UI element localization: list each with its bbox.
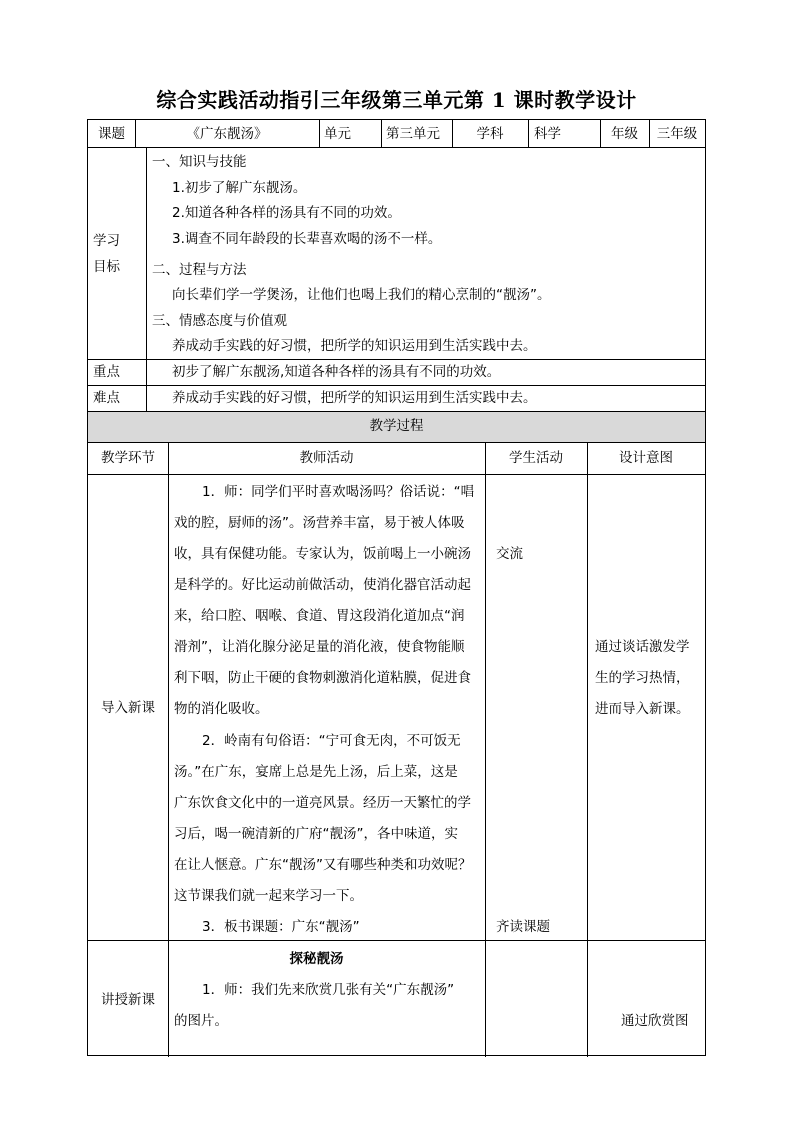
- teacher-line: 汤。”在广东，宴席上总是先上汤，后上菜，这是: [174, 764, 458, 780]
- objective-heading: 一、知识与技能: [152, 154, 247, 170]
- objectives-label: 学习: [93, 233, 120, 249]
- objective-item: 2.知道各种各样的汤具有不同的功效。: [172, 205, 401, 221]
- teacher-line: 利下咽，防止干硬的食物刺激消化道粘膜，促进食: [174, 670, 471, 686]
- objective-item: 1.初步了解广东靓汤。: [172, 180, 307, 196]
- column-header-student: 学生活动: [509, 450, 563, 466]
- student-activity: 齐读课题: [496, 919, 550, 935]
- teacher-line: 3．板书课题：广东“靓汤”: [202, 919, 360, 935]
- unit-label: 单元: [324, 126, 351, 142]
- design-intent-line: 通过谈话激发学: [595, 639, 690, 655]
- teacher-line: 这节课我们就一起来学习一下。: [174, 888, 363, 904]
- column-header-teacher: 教师活动: [299, 450, 354, 466]
- document-title: 综合实践活动指引三年级第三单元第 1 课时教学设计: [156, 88, 637, 112]
- topic-label: 课题: [98, 126, 125, 142]
- objective-item: 3.调查不同年龄段的长辈喜欢喝的汤不一样。: [172, 231, 442, 247]
- teacher-line: 来，给口腔、咽喉、食道、胃这段消化道加点“润: [174, 608, 465, 624]
- column-header-design: 设计意图: [619, 450, 673, 466]
- student-activity: 交流: [496, 546, 523, 562]
- teacher-line: 的图片。: [174, 1013, 228, 1029]
- teacher-line: 广东饮食文化中的一道亮风景。经历一天繁忙的学: [174, 795, 471, 811]
- teacher-line: 收，具有保健功能。专家认为，饭前喝上一小碗汤: [174, 546, 471, 562]
- teacher-line: 戏的腔，厨师的汤”。汤营养丰富，易于被人体吸: [174, 515, 465, 531]
- design-intent-line: 生的学习热情，: [595, 670, 690, 686]
- column-header-stage: 教学环节: [101, 450, 155, 466]
- key-point-label: 重点: [93, 364, 120, 380]
- lesson-plan-table: [87, 119, 706, 1056]
- teacher-line: 1．师：同学们平时喜欢喝汤吗？俗话说：“唱: [202, 484, 475, 500]
- teacher-line: 2．岭南有句俗语：“宁可食无肉，不可饭无: [202, 733, 461, 749]
- unit-value: 第三单元: [386, 126, 440, 142]
- process-header: 教学过程: [369, 418, 424, 434]
- teacher-line: 是科学的。好比运动前做活动，使消化器官活动起: [174, 577, 471, 593]
- grade-value: 三年级: [656, 126, 698, 142]
- teacher-line: 物的消化吸收。: [174, 701, 269, 717]
- lecture-heading: 探秘靓汤: [289, 951, 344, 967]
- difficulty-text: 养成动手实践的好习惯，把所学的知识运用到生活实践中去。: [172, 390, 537, 406]
- grade-label: 年级: [611, 126, 638, 142]
- design-intent-line: 通过欣赏图: [621, 1013, 689, 1029]
- design-intent-line: 进而导入新课。: [595, 701, 690, 717]
- objective-heading: 二、过程与方法: [152, 262, 247, 278]
- stage-lecture: 讲授新课: [101, 992, 155, 1008]
- teacher-line: 1．师：我们先来欣赏几张有关“广东靓汤”: [202, 982, 455, 998]
- difficulty-label: 难点: [93, 390, 120, 406]
- objective-item: 向长辈们学一学煲汤，让他们也喝上我们的精心烹制的“靓汤”。: [172, 287, 551, 303]
- objectives-label: 目标: [93, 259, 120, 275]
- subject-label: 学科: [476, 126, 504, 142]
- teacher-line: 习后，喝一碗清新的广府“靓汤”，各中味道，实: [174, 826, 458, 842]
- topic-value: 《广东靓汤》: [186, 126, 268, 142]
- key-point-text: 初步了解广东靓汤,知道各种各样的汤具有不同的功效。: [172, 364, 501, 380]
- objective-heading: 三、情感态度与价值观: [152, 313, 287, 329]
- subject-value: 科学: [534, 126, 561, 142]
- stage-intro: 导入新课: [101, 700, 155, 716]
- objective-item: 养成动手实践的好习惯，把所学的知识运用到生活实践中去。: [172, 338, 537, 354]
- teacher-line: 在让人惬意。广东“靓汤”又有哪些种类和功效呢？: [174, 857, 472, 873]
- teacher-line: 滑剂”，让消化腺分泌足量的消化液，使食物能顺: [174, 639, 465, 655]
